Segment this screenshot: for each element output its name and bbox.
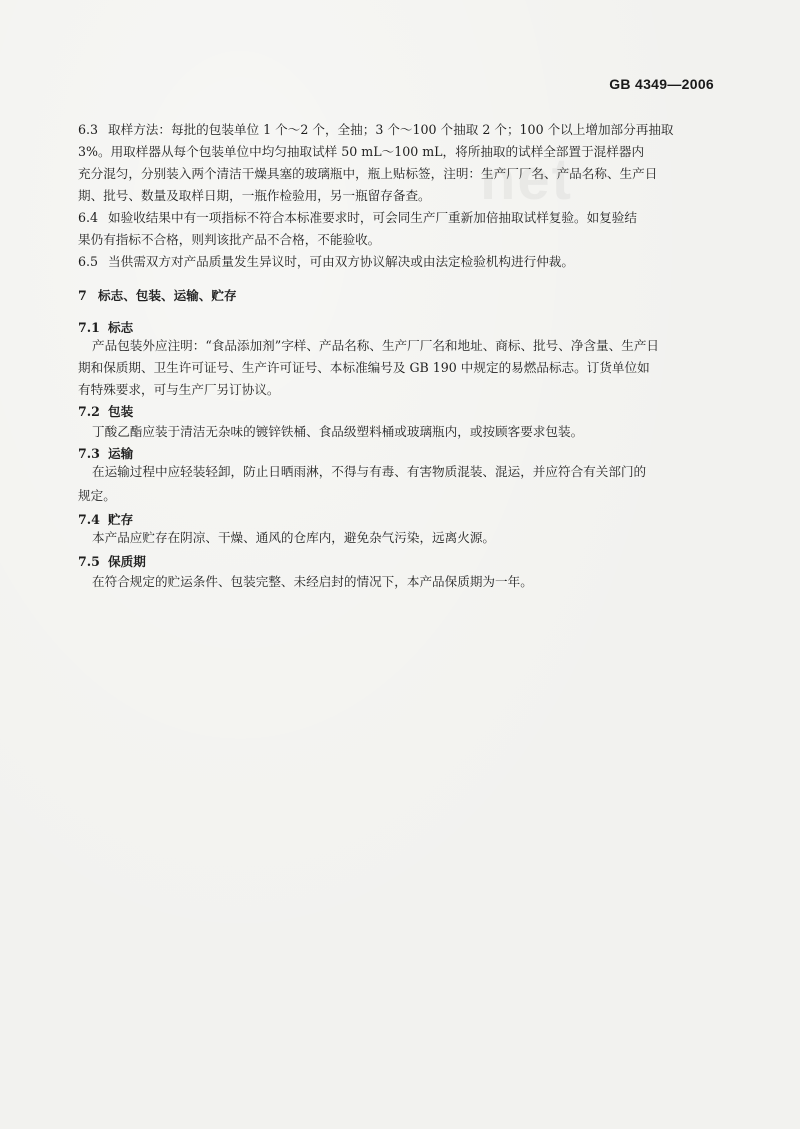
clause-text: 如验收结果中有一项指标不符合本标准要求时，可会同生产厂重新加倍抽取试样复验。如复验结 [108, 210, 637, 225]
clause-6-3-line-3: 充分混匀，分别装入两个清洁干燥具塞的玻璃瓶中，瓶上贴标签，注明：生产厂厂名、产品名称、生产日 [78, 166, 658, 181]
clause-7-5-heading [78, 554, 146, 570]
clause-number: 7.1 [78, 320, 100, 335]
clause-title: 保质期 [108, 554, 146, 569]
clause-7-1-line-1: 产品包装外应注明：“食品添加剂”字样、产品名称、生产厂厂名和地址、商标、批号、净含量、生产日 [92, 338, 660, 353]
clause-7-3-line-2: 规定。 [78, 488, 116, 503]
clause-7-1-line-2: 期和保质期、卫生许可证号、生产许可证号、本标准编号及 GB 190 中规定的易燃品标志。订货单位如 [78, 360, 650, 375]
clause-7-5-line-1: 在符合规定的贮运条件、包装完整、未经启封的情况下，本产品保质期为一年。 [92, 574, 533, 589]
clause-title: 运输 [108, 446, 134, 461]
clause-number: 7.5 [78, 554, 100, 569]
clause-6-3-line-4: 期、批号、数量及取样日期，一瓶作检验用，另一瓶留存备查。 [78, 188, 431, 203]
clause-number: 6.5 [78, 254, 99, 269]
clause-6-4-line-2: 果仍有指标不合格，则判该批产品不合格，不能验收。 [78, 232, 381, 247]
clause-7-3-line-1: 在运输过程中应轻装轻卸，防止日晒雨淋，不得与有毒、有害物质混装、混运，并应符合有关部门的 [92, 464, 647, 479]
clause-text: 当供需双方对产品质量发生异议时，可由双方协议解决或由法定检验机构进行仲裁。 [108, 254, 574, 269]
section-title: 标志、包装、运输、贮存 [98, 288, 237, 303]
clause-title: 包装 [108, 404, 134, 419]
clause-number: 6.3 [78, 122, 99, 137]
clause-number: 7.4 [78, 512, 100, 527]
clause-number: 7.3 [78, 446, 100, 461]
document-code: GB 4349—2006 [609, 76, 714, 92]
clause-6-5-line-1 [78, 254, 574, 270]
clause-6-4-line-1 [78, 210, 637, 226]
clause-7-4-line-1: 本产品应贮存在阴凉、干燥、通风的仓库内，避免杂气污染，远离火源。 [92, 530, 495, 545]
clause-7-1-line-3: 有特殊要求，可与生产厂另订协议。 [78, 382, 280, 397]
clause-6-3-line-1 [78, 122, 674, 138]
clause-number: 6.4 [78, 210, 99, 225]
clause-title: 标志 [108, 320, 134, 335]
clause-7-3-heading [78, 446, 133, 462]
section-7-heading [78, 288, 237, 304]
clause-7-4-heading [78, 512, 133, 528]
clause-7-2-heading [78, 404, 133, 420]
section-number: 7 [78, 288, 87, 303]
clause-6-3-line-2: 3%。用取样器从每个包装单位中均匀抽取试样 50 mL～100 mL，将所抽取的试样全部置于混样器内 [78, 144, 645, 159]
clause-7-2-line-1: 丁酸乙酯应装于清洁无杂味的镀锌铁桶、食品级塑料桶或玻璃瓶内，或按顾客要求包装。 [92, 424, 584, 439]
clause-7-1-heading [78, 320, 133, 336]
clause-title: 贮存 [108, 512, 134, 527]
clause-number: 7.2 [78, 404, 100, 419]
clause-text: 取样方法：每批的包装单位 1 个～2 个，全抽；3 个～100 个抽取 2 个；100 个以上增加部分再抽取 [108, 122, 674, 137]
